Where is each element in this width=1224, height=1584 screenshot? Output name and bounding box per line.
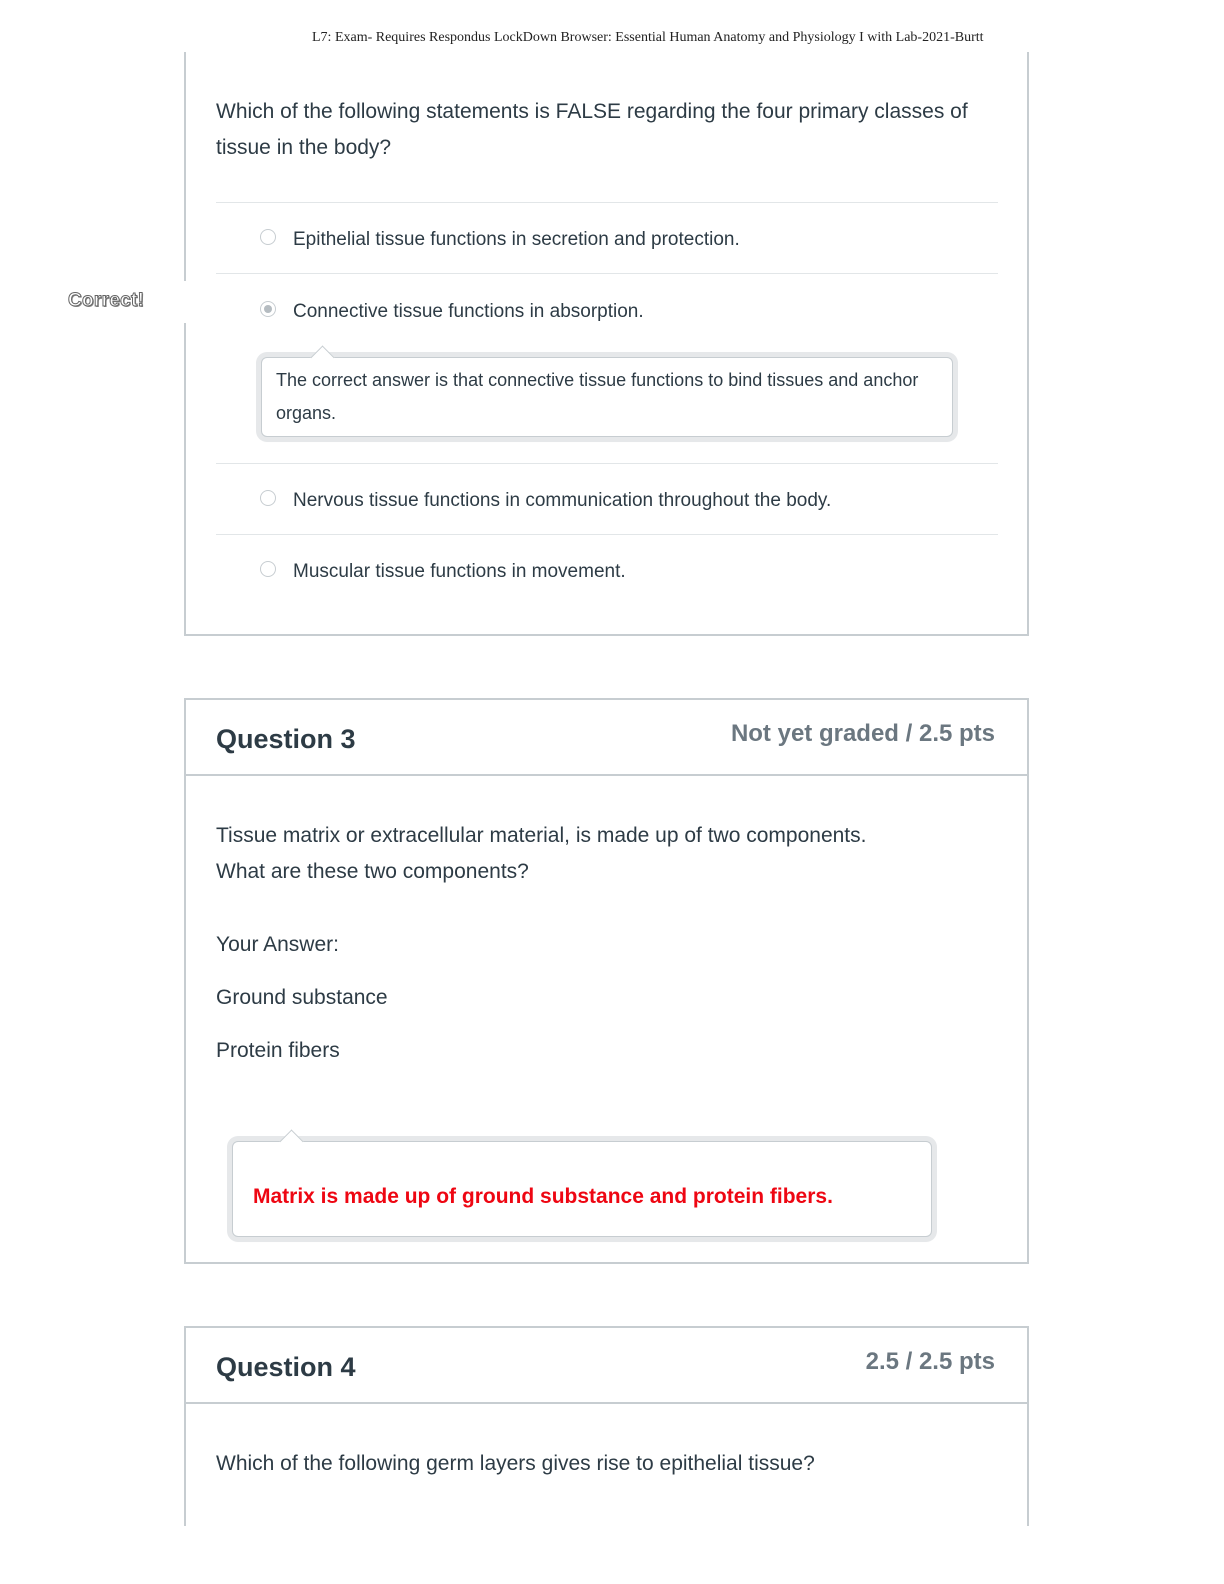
- question3-points: Not yet graded / 2.5 pts: [730, 720, 995, 747]
- page-header-title: L7: Exam- Requires Respondus LockDown Browser: Essential Human Anatomy and Physiology I with Lab-2021-Burtt: [312, 30, 984, 45]
- radio-selected[interactable]: [260, 301, 276, 317]
- question3-feedback-box: [232, 1141, 932, 1237]
- question4-text: Which of the following germ layers gives rise to epithelial tissue?: [216, 1452, 815, 1475]
- question2-panel-right-border: [1027, 52, 1029, 636]
- correct-answer-flag: Correct!: [68, 290, 145, 311]
- question2-panel-left-border-lower: [184, 323, 186, 636]
- answer-label: Connective tissue functions in absorption.: [293, 301, 644, 322]
- question2-panel-bottom-border: [184, 634, 1029, 636]
- answer-label: Epithelial tissue functions in secretion and protection.: [293, 229, 740, 250]
- radio-unselected[interactable]: [260, 490, 276, 506]
- radio-unselected[interactable]: [260, 229, 276, 245]
- question3-feedback-text: Matrix is made up of ground substance and protein fibers.: [253, 1185, 833, 1208]
- question4-title: Question 4: [216, 1352, 356, 1382]
- answer-option-muscular[interactable]: [216, 535, 998, 605]
- question3-header: [186, 700, 1027, 776]
- question4-points: 2.5 / 2.5 pts: [865, 1348, 995, 1375]
- answer-label: Muscular tissue functions in movement.: [293, 561, 626, 582]
- question2-panel-left-border: [184, 52, 186, 281]
- answer-option-epithelial[interactable]: [216, 203, 998, 273]
- question3-text-line1: Tissue matrix or extracellular material, is made up of two components.: [216, 824, 867, 847]
- radio-unselected[interactable]: [260, 561, 276, 577]
- question3-text-line2: What are these two components?: [216, 860, 529, 883]
- answer-comment-box: [261, 357, 953, 437]
- answer-option-nervous[interactable]: [216, 464, 998, 534]
- answer-option-connective[interactable]: [216, 274, 998, 344]
- your-answer-line1: Ground substance: [216, 986, 388, 1009]
- answer-comment-text: The correct answer is that connective tissue functions to bind tissues and anchor organs.: [276, 370, 919, 423]
- question3-title: Question 3: [216, 724, 356, 754]
- your-answer-line2: Protein fibers: [216, 1039, 340, 1062]
- answer-label: Nervous tissue functions in communication throughout the body.: [293, 490, 832, 511]
- question4-header: [186, 1328, 1027, 1404]
- question4-panel: [184, 1326, 1029, 1526]
- question2-text: Which of the following statements is FALSE regarding the four primary classes of tissue in the body?: [216, 100, 968, 159]
- your-answer-label: Your Answer:: [216, 933, 339, 956]
